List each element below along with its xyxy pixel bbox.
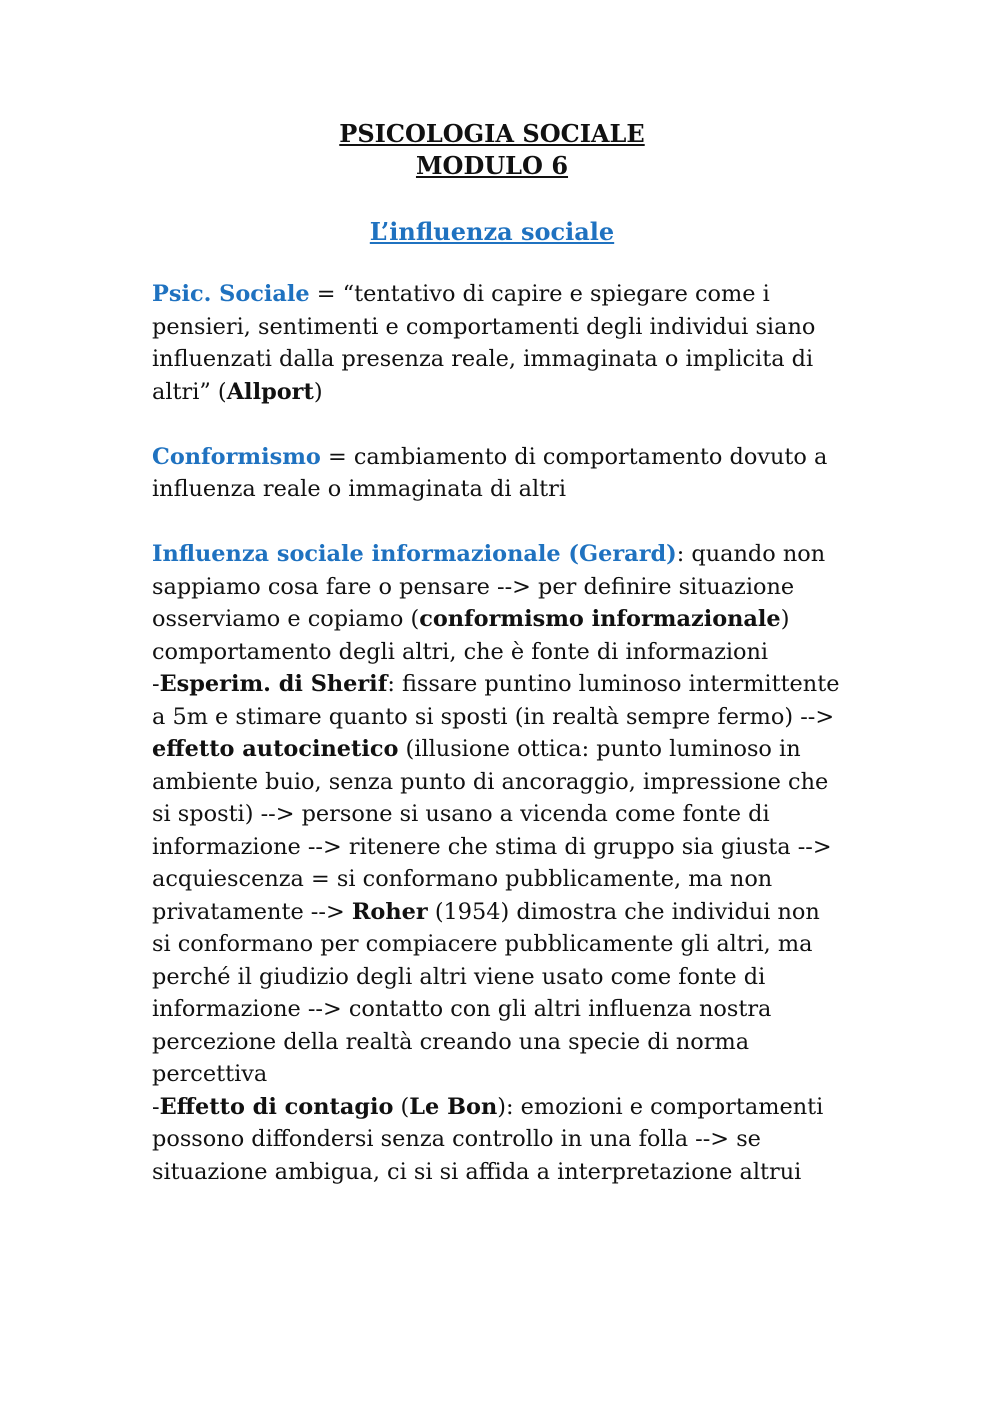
term-influenza-informazionale: Influenza sociale informazionale (Gerard) (152, 541, 677, 567)
dash: - (152, 671, 160, 697)
bold-roher: Roher (351, 898, 428, 925)
spacer (152, 248, 842, 278)
bold-esperimento-sherif: Esperim. di Sherif (159, 671, 388, 697)
title-line-1: PSICOLOGIA SOCIALE (339, 119, 645, 148)
definition-psic-sociale (152, 278, 842, 408)
paragraph-text: : fissare puntino luminoso intermittente a 5m e stimare quanto si sposti (in realtà sempre fermo) --> (152, 671, 840, 730)
paragraph-text: ( (393, 1093, 410, 1120)
spacer (152, 408, 842, 441)
term-conformismo: Conformismo (152, 443, 321, 470)
document-title (142, 118, 842, 182)
bold-effetto-contagio: Effetto di contagio (159, 1093, 394, 1120)
paragraph-text: (1954) dimostra che individui non si conformano per compiacere pubblicamente gli altri, ma perché il giudizio degli altri viene usato come fonte di informazione --> contatto con gli altri influenza nostra percezione della realtà creando una specie di norma percettiva (152, 898, 820, 1087)
bold-conformismo-informazionale: conformismo informazionale (419, 606, 781, 632)
definition-text: = cambiamento di comportamento dovuto a influenza reale o immaginata di altri (152, 443, 828, 502)
definition-text: : quando non sappiamo cosa fare o pensare --> per definire situazione osserviamo e copiamo ( (152, 541, 826, 632)
author-allport: Allport (226, 378, 314, 405)
definition-text-end: ) comportamento degli altri, che è fonte di informazioni (152, 606, 790, 665)
bold-effetto-autocinetico: effetto autocinetico (152, 736, 399, 762)
bold-le-bon: Le Bon (409, 1093, 498, 1120)
paragraph-text: (illusione ottica: punto luminoso in ambiente buio, senza punto di ancoraggio, impressione che si sposti) --> persone si usano a vicenda come fonte di informazione --> ritenere che stima di gruppo sia giusta --> acquiescenza = si conformano pubblicamente, ma non privatamente --> (152, 736, 832, 925)
section-title: L’influenza sociale (369, 217, 615, 246)
paragraph-text: ): emozioni e comportamenti possono diffondersi senza controllo in una folla --> se situazione ambigua, ci si si affida a interpretazione altrui (152, 1093, 824, 1185)
spacer (152, 506, 842, 539)
definition-conformismo (152, 441, 842, 506)
definition-text: = “tentativo di capire e spiegare come i pensieri, sentimenti e comportamenti degli individui siano influenzati dalla presenza reale, immaginata o implicita di altri” ( (152, 281, 816, 405)
paragraph-sherif (152, 668, 842, 1091)
term-psic-sociale: Psic. Sociale (152, 281, 310, 307)
document-page (152, 118, 842, 1188)
definition-influenza-informazionale (152, 538, 842, 668)
title-line-2: MODULO 6 (415, 151, 569, 180)
dash: - (152, 1093, 160, 1120)
paragraph-contagio (152, 1091, 842, 1189)
definition-text-end: ) (313, 378, 323, 405)
